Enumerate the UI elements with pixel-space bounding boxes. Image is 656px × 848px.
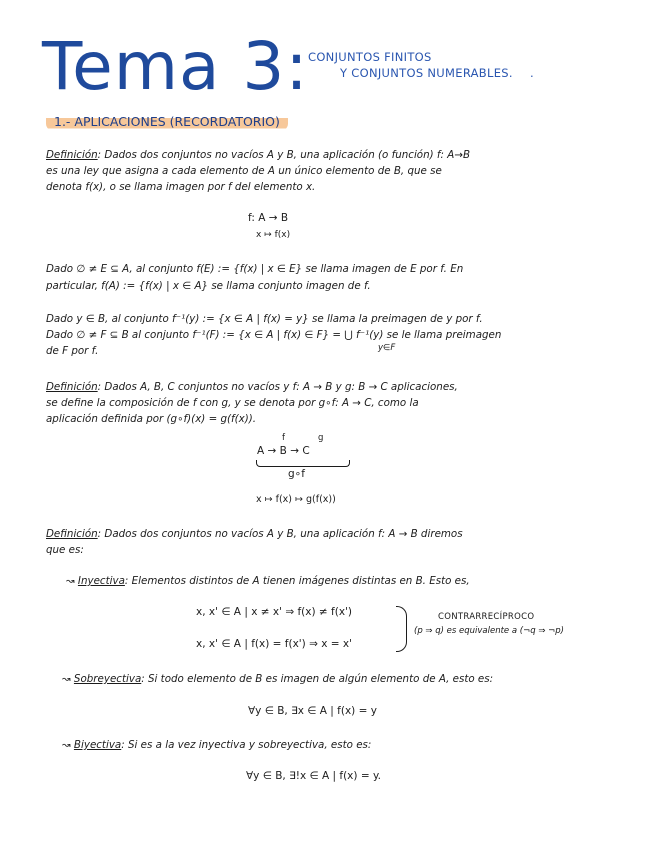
def2-line-3: aplicación definida por (g∘f)(x) = g(f(x)).: [46, 413, 257, 425]
diagram-bottom-label: g∘f: [288, 468, 305, 480]
def1-text-1: : Dados dos conjuntos no vacíos A y B, una aplicación (o función) f: A→B: [97, 149, 471, 161]
def2-text-1: : Dados A, B, C conjuntos no vacíos y f: A → B y g: B → C aplicaciones,: [97, 381, 458, 393]
subtitle-line-1: CONJUNTOS FINITOS: [308, 50, 432, 64]
preimage-line-1: Dado y ∈ B, al conjunto f⁻¹(y) := {x ∈ A | f(x) = y} se llama la preimagen de y por f.: [46, 313, 483, 325]
diagram-g-label: g: [318, 433, 324, 443]
surjective-text: : Si todo elemento de B es imagen de algún elemento de A, esto es:: [141, 673, 494, 685]
composition-mapping: x ↦ f(x) ↦ g(f(x)): [256, 494, 336, 505]
contrapositive-text: (p ⇒ q) es equivalente a (¬q ⇒ ¬p): [414, 626, 564, 636]
surjective-line: [62, 672, 493, 688]
def1-label: Definición: [46, 149, 98, 161]
def3-line-1: [46, 527, 463, 543]
subtitle-trailing-dot: .: [530, 66, 534, 80]
def2-line-1: [46, 380, 458, 396]
injective-line: [66, 574, 470, 590]
bijective-line: [62, 738, 371, 754]
def3-text-1: : Dados dos conjuntos no vacíos A y B, una aplicación f: A → B diremos: [97, 528, 463, 540]
image-line-2: particular, f(A) := {f(x) | x ∈ A} se llama conjunto imagen de f.: [46, 280, 371, 292]
def2-line-2: se define la composición de f con g, y se denota por g∘f: A → C, como la: [46, 397, 419, 409]
subtitle-line-2: Y CONJUNTOS NUMERABLES.: [340, 66, 513, 80]
def1-formula-2: x ↦ f(x): [256, 230, 291, 240]
surjective-bullet-icon: ↝: [62, 673, 71, 685]
injective-bullet-icon: ↝: [66, 575, 75, 587]
def1-line-2: es una ley que asigna a cada elemento de A un único elemento de B, que se: [46, 165, 442, 177]
section-heading: 1.- APLICACIONES (RECORDATORIO): [46, 113, 288, 130]
injective-label: Inyectiva: [77, 575, 125, 587]
preimage-line-3: de F por f.: [46, 345, 99, 357]
injective-brace: [396, 606, 407, 652]
def1-line-1: [46, 148, 470, 164]
def2-label: Definición: [46, 381, 98, 393]
def3-line-2: que es:: [46, 544, 84, 556]
def3-label: Definición: [46, 528, 98, 540]
def1-line-3: denota f(x), o se llama imagen por f del elemento x.: [46, 181, 316, 193]
bijective-text: : Si es a la vez inyectiva y sobreyectiva, esto es:: [121, 739, 372, 751]
bijective-formula: ∀y ∈ B, ∃!x ∈ A | f(x) = y.: [246, 770, 382, 782]
preimage-union-index: y∈F: [378, 343, 396, 353]
bijective-bullet-icon: ↝: [62, 739, 71, 751]
diagram-top-row: A → B → C: [257, 445, 310, 457]
image-line-1: Dado ∅ ≠ E ⊆ A, al conjunto f(E) := {f(x) | x ∈ E} se llama imagen de E por f. En: [46, 263, 464, 275]
diagram-composition-arrow: [256, 460, 350, 467]
diagram-f-label: f: [282, 433, 285, 443]
page-title: Tema 3:: [42, 28, 309, 105]
injective-formula-2: x, x' ∈ A | f(x) = f(x') ⇒ x = x': [196, 638, 353, 650]
contrapositive-title: CONTRARRECÍPROCO: [438, 612, 535, 622]
def1-formula-1: f: A → B: [248, 212, 289, 224]
injective-formula-1: x, x' ∈ A | x ≠ x' ⇒ f(x) ≠ f(x'): [196, 606, 353, 618]
injective-text: : Elementos distintos de A tienen imágenes distintas en B. Esto es,: [124, 575, 470, 587]
surjective-label: Sobreyectiva: [73, 673, 142, 685]
preimage-line-2: Dado ∅ ≠ F ⊆ B al conjunto f⁻¹(F) := {x ∈ A | f(x) ∈ F} = ⋃ f⁻¹(y) se le llama preimagen: [46, 329, 502, 341]
surjective-formula: ∀y ∈ B, ∃x ∈ A | f(x) = y: [248, 705, 377, 717]
bijective-label: Biyectiva: [73, 739, 122, 751]
